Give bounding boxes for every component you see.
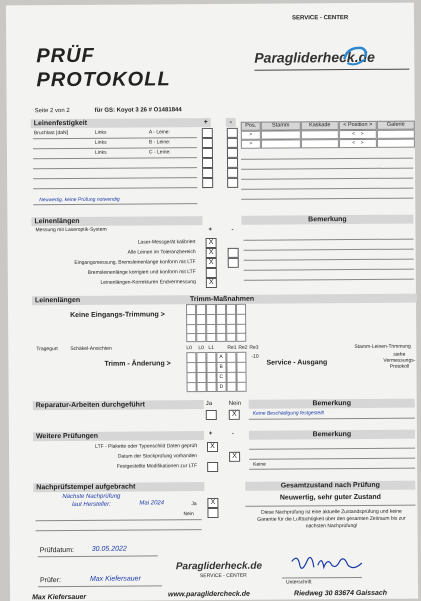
section-weitere-title: Weitere Prüfungen [33, 431, 204, 441]
trim-out-d: D [219, 383, 224, 390]
trim-col-0: L0 [186, 345, 192, 352]
footer-service-center: SERVICE - CENTER [199, 572, 247, 580]
ll-item-3-label: Eingangsmessung, Bremsleinenlänge konform mit LTF [74, 259, 196, 266]
service-ausgang-label: Service - Ausgang [266, 359, 328, 367]
trim-col-2: L1 [208, 344, 214, 352]
next-inspection-value: Mai 2024 [139, 500, 165, 507]
trim-out-b: B [219, 363, 223, 370]
row1-side: Links [94, 129, 107, 136]
leinenlaengen-bemerkung-header: Bemerkung [241, 215, 413, 225]
schaekel-label: Schäkel-Ansichten [70, 345, 112, 352]
laser-sub-label: Messung mit Laseroptik-System [35, 226, 107, 234]
nachpruef-nein-box[interactable] [207, 508, 218, 518]
nachpruef-ja-label: Ja [191, 501, 197, 508]
ll-item-2-plus[interactable]: X [206, 248, 217, 258]
kaskade-cell-1 [301, 130, 339, 139]
reparatur-nein-box[interactable]: X [229, 410, 240, 420]
bottom-address: Riedweg 30 83674 Gaissach [294, 589, 388, 598]
signature-icon [288, 551, 368, 580]
service-center-label: SERVICE - CENTER [292, 15, 349, 22]
leinenfest-plus-box-4[interactable] [202, 158, 213, 168]
row2-side: Links [94, 139, 107, 146]
reparatur-nein-label: Nein [228, 400, 242, 407]
section-reparatur-title: Reparatur-Arbeiten durchgeführt [33, 400, 204, 410]
trim-col-4: Re2 [238, 344, 248, 351]
next-inspection-label: Nächste Nachprüfung laut Hersteller: [62, 493, 121, 508]
title-line2: PROTOKOLL [36, 68, 171, 92]
siehe-label: siehe Vermessungs- Protokoll [383, 351, 416, 370]
ll-plus-header: + [208, 226, 213, 234]
page-info: Seite 2 von 2 [34, 107, 70, 115]
weitere-keine: Keine [253, 461, 266, 468]
leinenfest-minus-box-2[interactable] [227, 138, 238, 148]
gesamtzustand-header: Gesamtzustand nach Prüfung [245, 481, 415, 491]
galerie-cell-1 [377, 130, 415, 139]
gesamtzustand-value: Neuwertig, sehr guter Zustand [279, 493, 381, 502]
col-stamm-header: Stamm [261, 121, 301, 130]
leinenfest-minus-box-3[interactable] [227, 148, 238, 158]
weitere-plus-header: + [208, 431, 213, 438]
ll-item-5-label: Leinenlängen-Korrekturen Endvermessung [100, 279, 196, 286]
leinenfest-minus-header: - [226, 118, 236, 127]
weitere-item-2-label: Datum der Stockprüfung vorhanden [117, 453, 198, 460]
leinenfest-plus-header: + [201, 118, 211, 127]
kaskade-cell-2 [301, 139, 339, 148]
weitere-minus-header: - [231, 430, 234, 437]
reparatur-note: Keine Beschädigung festgestellt [252, 410, 324, 417]
pruefdatum-value: 30.05.2022 [91, 545, 127, 553]
col-position-header: < Position > [339, 121, 377, 130]
weitere-item-3-label: Festgestellte Modifikationen zur LTF [116, 463, 198, 470]
nachpruef-nein-label: Nein [183, 511, 194, 518]
weitere-item-1-label: LTF - Plakette oder Typenschild Daten geprüft [95, 443, 198, 450]
ll-item-4-plus[interactable] [206, 268, 217, 278]
bottom-web: www.paraglidercheck.de [168, 590, 250, 599]
row1-line: A - Leine: [148, 129, 170, 136]
section-leinenlaengen-title: Leinenlängen [31, 216, 202, 226]
row2-line: B - Leine: [148, 139, 171, 146]
ll-minus-header: - [231, 226, 234, 233]
pruefer-label: Prüfer: [39, 577, 61, 585]
position-cell-1: < > [339, 130, 377, 139]
weitere-item-1-plus[interactable]: X [207, 442, 218, 452]
gesamtzustand-disclaimer: Diese Nachprüfung ist eine aktuelle Zustandsprüfung und keine Garantie für die Lufttüchtigkeit über den gesamten Zeitraum bis zur nächsten Nachprüfung! [257, 508, 406, 530]
reparatur-ja-label: Ja [205, 401, 213, 408]
ll-item-1-plus[interactable]: X [206, 238, 217, 248]
section-leinenlaengen2-title: Leinenlängen Trimm-Maßnahmen [32, 294, 417, 306]
ll-item-1-label: Laser-Messgerät kalibriert [137, 239, 196, 246]
trim-out-c: C [219, 373, 224, 380]
trim-out-a: A [219, 353, 223, 360]
trim-col-3: Re1 [227, 344, 237, 351]
col-kaskade-header: Kaskade [301, 121, 339, 130]
weitere-item-3-plus[interactable] [207, 462, 218, 472]
stamm-cell-2 [261, 139, 301, 148]
trim-col-5: Re3 [249, 344, 259, 351]
trim-value: -10 [251, 353, 259, 360]
section-leinenfestigkeit-title: Leinenfestigkeit [31, 118, 202, 128]
leinenfest-plus-box-6[interactable] [202, 178, 213, 188]
ll-item-5-plus[interactable]: X [206, 278, 217, 288]
leinenfest-minus-box-1[interactable] [227, 128, 238, 138]
reparatur-ja-box[interactable] [206, 410, 217, 420]
row3-line: C - Leine: [148, 149, 171, 156]
leinenfest-minus-box-6[interactable] [227, 178, 238, 188]
ll-item-2-minus[interactable] [228, 248, 239, 258]
leinenfest-plus-box-5[interactable] [202, 168, 213, 178]
col-pos-header: Pos. [241, 122, 261, 131]
pos-cell-1: > [241, 131, 261, 140]
weitere-bemerkung-header: Bemerkung [249, 430, 415, 440]
bottom-name: Max Kiefersauer [32, 593, 87, 601]
ll-item-4-label: Bremsleinenlänge korrigiert und konform mit LTF [87, 269, 196, 276]
leinenfest-plus-box-2[interactable] [202, 138, 213, 148]
ll-item-2-label: Alle Leinen im Toleranzbereich [127, 249, 196, 256]
stamm-cell-1 [261, 130, 301, 139]
pruefdatum-label: Prüfdatum: [39, 546, 75, 555]
position-cell-2: < > [339, 139, 377, 148]
footer-logo: Paragliderheck.de [175, 560, 263, 573]
nachpruef-ja-box[interactable]: X [207, 498, 218, 508]
section-nachpruef-title: Nachprüfstempel aufgebracht [33, 482, 204, 492]
pos-cell-2: > [241, 140, 261, 149]
logo-underline [254, 69, 409, 71]
reparatur-bemerkung-header: Bemerkung [249, 399, 415, 409]
trimm-aenderung-label: Trimm - Änderung > [104, 360, 171, 368]
logo: Paragliderheck.de [254, 49, 414, 70]
unterschrift-label: Unterschrift [285, 579, 312, 586]
row3-side: Links [94, 149, 107, 156]
leinenfest-minus-box-5[interactable] [227, 168, 238, 178]
galerie-cell-2 [377, 139, 415, 148]
leinenfest-note: Neuwertig, keine Prüfung notwendig [39, 196, 120, 204]
ll-item-3-minus[interactable] [228, 258, 239, 268]
col-galerie-header: Galerie [377, 121, 415, 130]
leinenfest-minus-box-4[interactable] [227, 158, 238, 168]
weitere-item-2-minus[interactable]: X [229, 452, 240, 462]
pruefer-value: Max Kiefersauer [89, 575, 141, 583]
leinenfest-plus-box-3[interactable] [202, 148, 213, 158]
bruchlast-label: Bruchlast [daN] [33, 130, 69, 137]
leinenfest-plus-box-1[interactable] [202, 128, 213, 138]
trim-col-1: L0 [198, 345, 204, 352]
title-line1: PRÜF [36, 44, 95, 68]
glider-info: für GS: Koyot 3 26 # O1481844 [94, 107, 182, 114]
tragegurt-label: Tragegurt [36, 346, 58, 353]
no-trim-label: Keine Eingangs-Trimmung > [70, 311, 165, 319]
stamm-trimmung-label: Stamm-Leinen-Trimmung [354, 343, 411, 351]
protocol-sheet [6, 3, 418, 601]
ll-item-3-plus[interactable]: X [206, 258, 217, 268]
logo-check-swoosh-icon [341, 45, 369, 69]
